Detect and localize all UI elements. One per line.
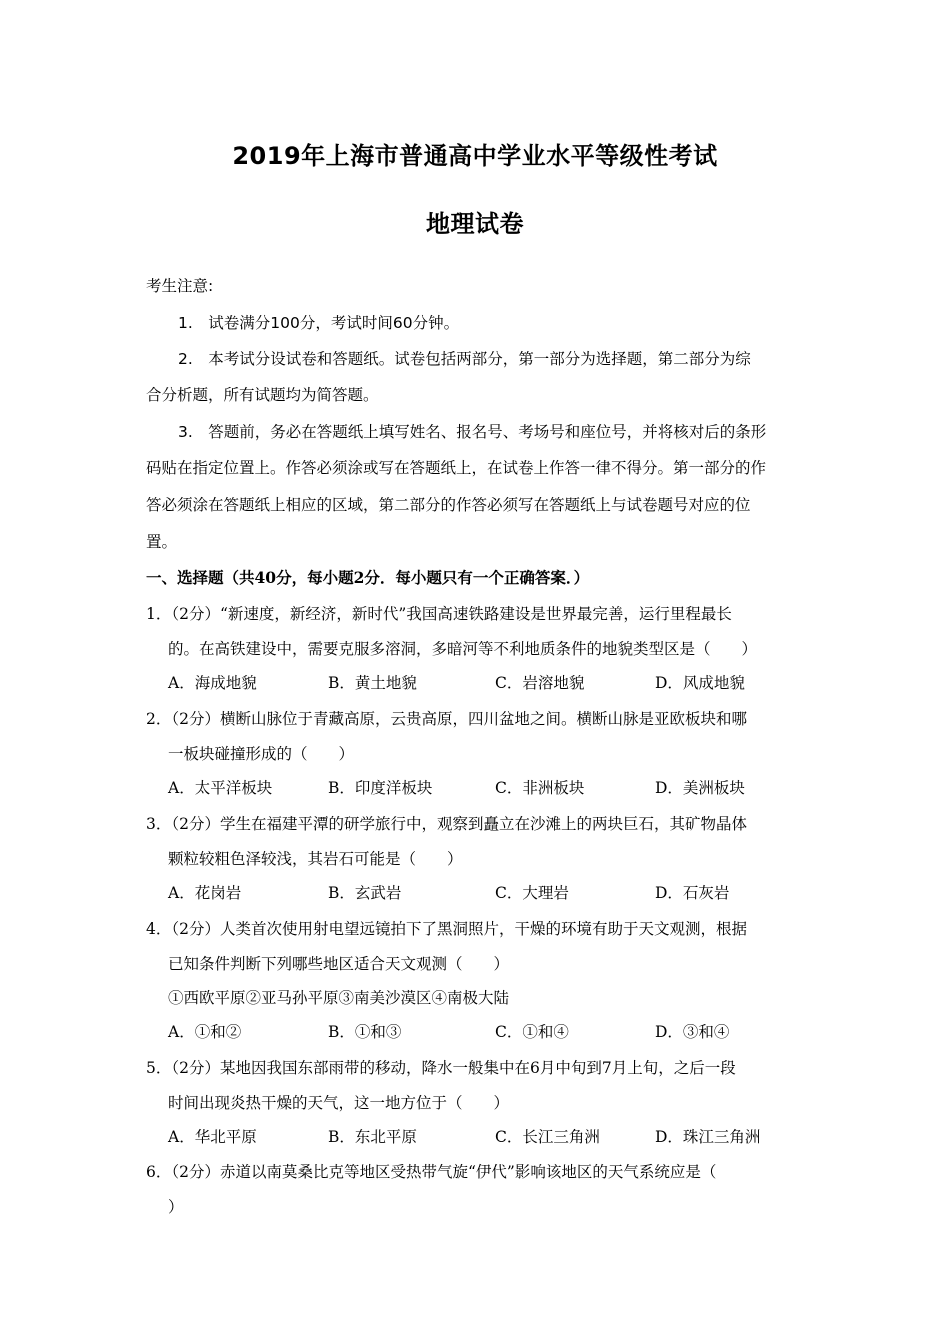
question-4-option-a: A．①和② (168, 1023, 242, 1041)
question-2-option-a: A．太平洋板块 (168, 779, 273, 797)
question-6-line-1: 6．（2分）赤道以南莫桑比克等地区受热带气旋“伊代”影响该地区的天气系统应是（ (146, 1163, 717, 1181)
question-1-option-c: C．岩溶地貌 (495, 674, 585, 692)
question-1-option-b: B．黄土地貌 (328, 674, 417, 692)
question-1-line-1: 1．（2分）“新速度，新经济，新时代”我国高速铁路建设是世界最完善，运行里程最长 (146, 605, 732, 623)
notice-heading: 考生注意: (146, 277, 214, 295)
question-2-option-c: C．非洲板块 (495, 779, 585, 797)
question-5-option-b: B．东北平原 (328, 1128, 417, 1146)
question-4-option-b: B．①和③ (328, 1023, 402, 1041)
question-3-option-b: B．玄武岩 (328, 884, 402, 902)
question-1-option-d: D．风成地貌 (655, 674, 745, 692)
question-2-option-d: D．美洲板块 (655, 779, 745, 797)
question-2-option-b: B．印度洋板块 (328, 779, 433, 797)
question-3-option-c: C．大理岩 (495, 884, 569, 902)
question-3-line-1: 3．（2分）学生在福建平潭的研学旅行中，观察到矗立在沙滩上的两块巨石，其矿物晶体 (146, 815, 747, 833)
question-5-line-2: 时间出现炎热干燥的天气，这一地方位于（ ） (168, 1094, 510, 1112)
exam-subtitle: 地理试卷 (426, 210, 524, 238)
question-5-option-d: D．珠江三角洲 (655, 1128, 761, 1146)
question-3-option-d: D．石灰岩 (655, 884, 730, 902)
question-1-option-a: A．海成地貌 (168, 674, 257, 692)
notice-item-3-line-4: 置。 (146, 533, 178, 551)
question-5-option-c: C．长江三角洲 (495, 1128, 600, 1146)
question-4-line-2: 已知条件判断下列哪些地区适合天文观测（ ） (168, 955, 510, 973)
question-4-line-1: 4．（2分）人类首次使用射电望远镜拍下了黑洞照片，干燥的环境有助于天文观测，根据 (146, 920, 747, 938)
question-4-line-3: ①西欧平原②亚马孙平原③南美沙漠区④南极大陆 (168, 989, 510, 1007)
question-2-line-2: 一板块碰撞形成的（ ） (168, 745, 355, 763)
notice-item-2-line-1: 2. 本考试分设试卷和答题纸。试卷包括两部分，第一部分为选择题，第二部分为综 (178, 350, 751, 368)
question-5-option-a: A．华北平原 (168, 1128, 257, 1146)
exam-title: 2019年上海市普通高中学业水平等级性考试 (232, 142, 718, 170)
question-1-line-2: 的。在高铁建设中，需要克服多溶洞，多暗河等不利地质条件的地貌类型区是（ ） (168, 640, 758, 658)
question-2-line-1: 2．（2分）横断山脉位于青藏高原，云贵高原，四川盆地之间。横断山脉是亚欧板块和哪 (146, 710, 747, 728)
notice-item-1: 1. 试卷满分100分，考试时间60分钟。 (178, 314, 460, 332)
question-3-line-2: 颗粒较粗色泽较浅，其岩石可能是（ ） (168, 850, 463, 868)
question-6-line-2: ） (168, 1198, 184, 1216)
section-1-heading: 一、选择题（共40分，每小题2分．每小题只有一个正确答案．） (146, 568, 590, 587)
notice-item-3-line-3: 答必须涂在答题纸上相应的区域，第二部分的作答必须写在答题纸上与试卷题号对应的位 (146, 496, 751, 514)
question-4-option-d: D．③和④ (655, 1023, 730, 1041)
question-4-option-c: C．①和④ (495, 1023, 569, 1041)
notice-item-3-line-2: 码贴在指定位置上。作答必须涂或写在答题纸上，在试卷上作答一律不得分。第一部分的作 (146, 459, 767, 477)
question-3-option-a: A．花岗岩 (168, 884, 242, 902)
notice-item-2-line-2: 合分析题，所有试题均为简答题。 (146, 386, 379, 404)
notice-item-3-line-1: 3. 答题前，务必在答题纸上填写姓名、报名号、考场号和座位号，并将核对后的条形 (178, 423, 767, 441)
question-5-line-1: 5．（2分）某地因我国东部雨带的移动，降水一般集中在6月中旬到7月上旬，之后一段 (146, 1059, 736, 1077)
